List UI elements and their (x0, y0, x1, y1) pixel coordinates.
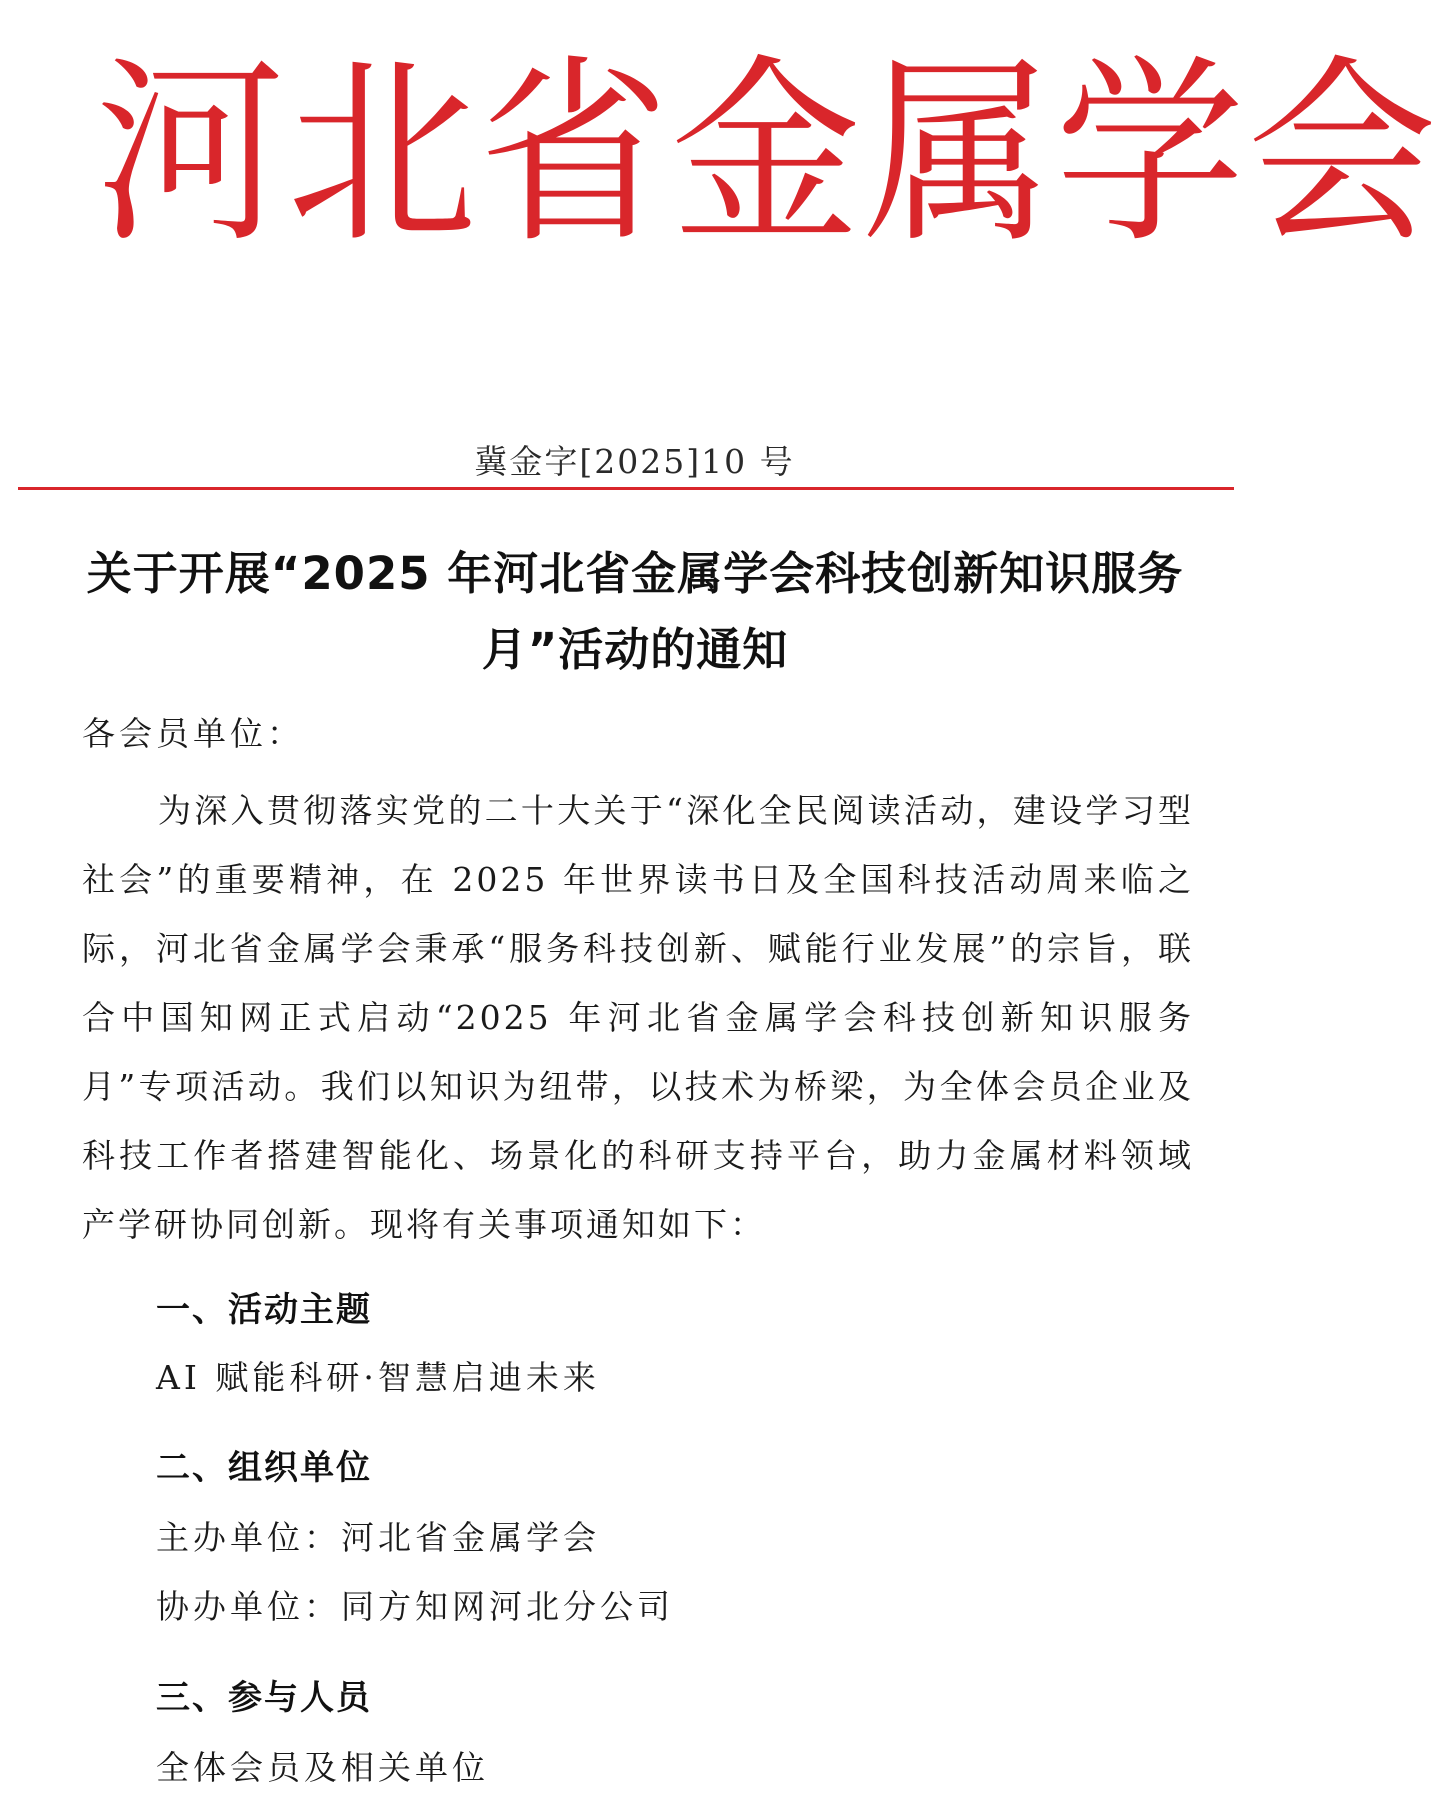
section-text-participants: 全体会员及相关单位 (156, 1748, 489, 1787)
document-title: 关于开展“2025 年河北省金属学会科技创新知识服务月”活动的通知 (86, 547, 1184, 676)
section-heading-theme: 一、活动主题 (156, 1290, 372, 1330)
letterhead-divider (18, 487, 1234, 490)
salutation: 各会员单位： (82, 714, 304, 753)
section-text-host: 主办单位：河北省金属学会 (156, 1518, 600, 1557)
document-number: 冀金字[2025]10 号 (474, 442, 795, 481)
section-text-co-organizer: 协办单位：同方知网河北分公司 (156, 1587, 674, 1626)
letterhead-org-name: 河北省金属学会 (95, 37, 1439, 270)
section-heading-organizers: 二、组织单位 (156, 1448, 372, 1488)
section-heading-participants: 三、参与人员 (156, 1678, 372, 1718)
intro-paragraph: 为深入贯彻落实党的二十大关于“深化全民阅读活动，建设学习型社会”的重要精神，在 2025 年世界读书日及全国科技活动周来临之际，河北省金属学会秉承“服务科技创新、赋能行业发展”的宗旨，联合中国知网正式启动“2025 年河北省金属学会科技创新知识服务月”专项活动。我们以知识为纽带，以技术为桥梁，为全体会员企业及科技工作者搭建智能化、场景化的科研支持平台，助力金属材料领域产学研协同创新。现将有关事项通知如下： (82, 791, 1194, 1244)
section-text-theme: AI 赋能科研·智慧启迪未来 (156, 1358, 600, 1397)
